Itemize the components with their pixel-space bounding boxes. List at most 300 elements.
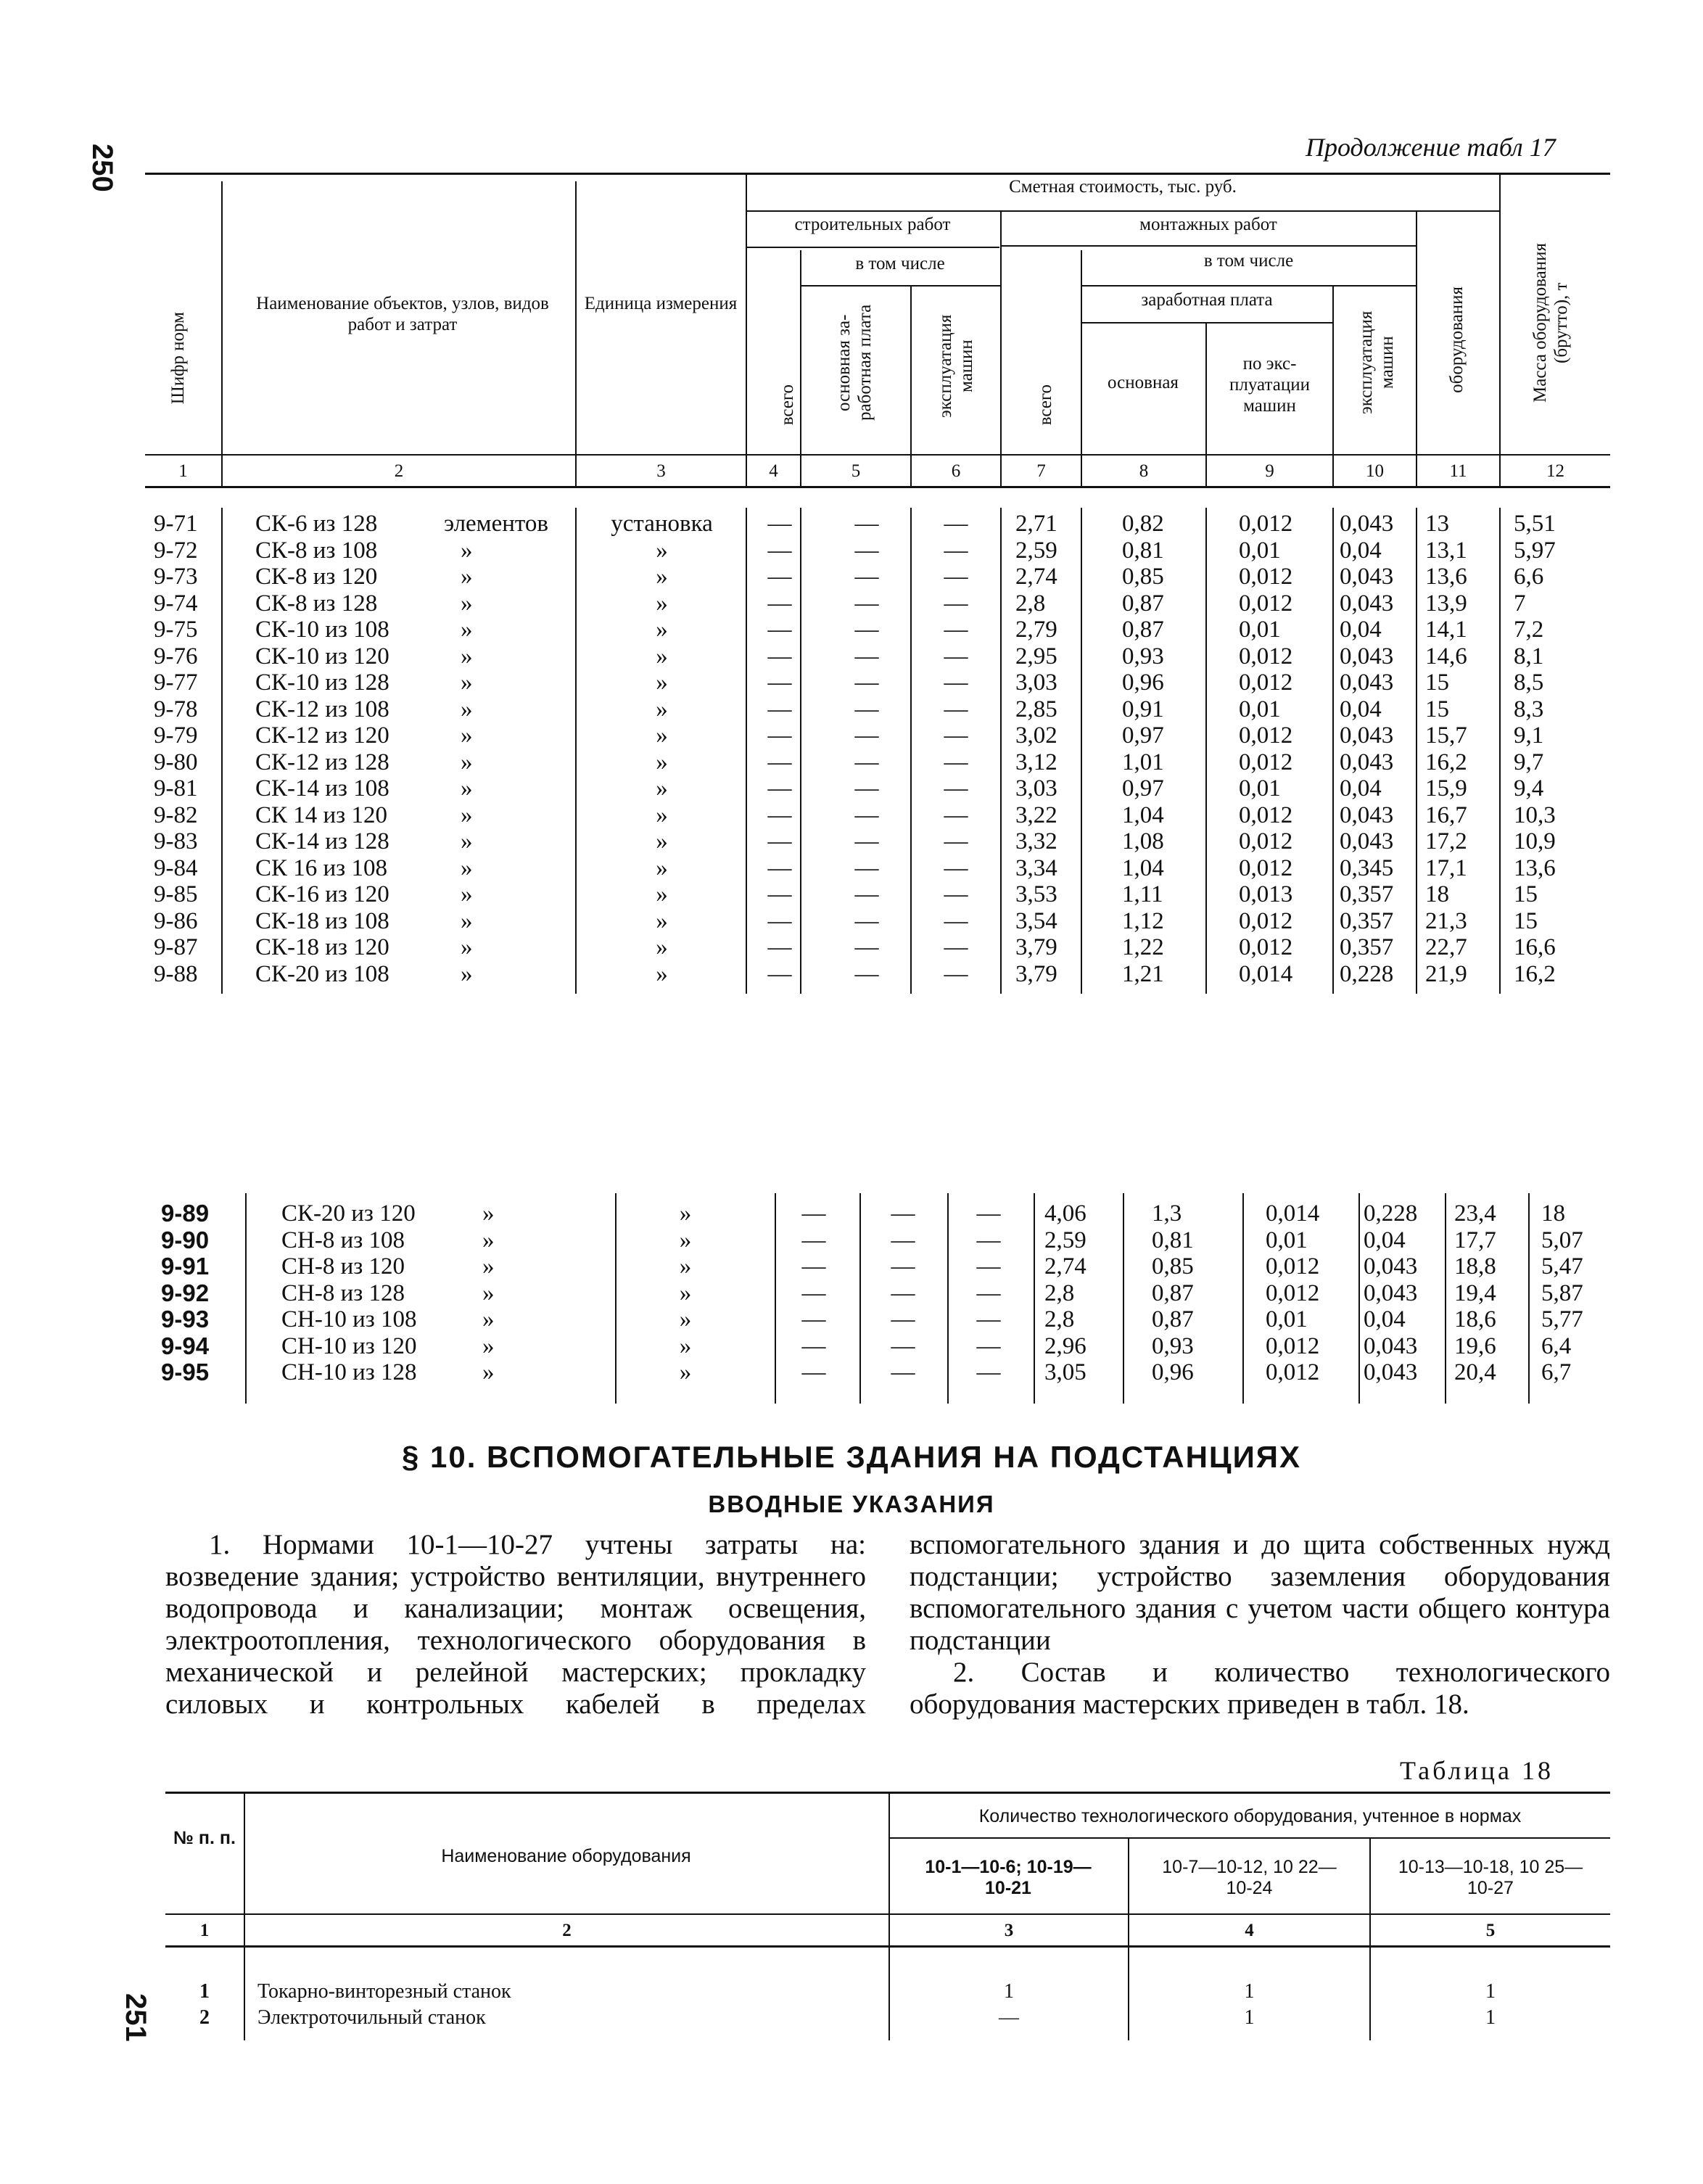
t18-row-name: Токарно-винторезный станок: [257, 1980, 511, 2003]
row-name: СК-6 из 128: [255, 511, 378, 537]
column-number: 11: [1449, 461, 1467, 481]
header-mounting: монтажных работ: [1139, 215, 1277, 234]
row-c6: —: [944, 564, 968, 590]
row-c11: 21,3: [1425, 907, 1467, 934]
row-c7: 3,03: [1015, 669, 1057, 696]
row-c7: 4,06: [1044, 1200, 1086, 1227]
row-c9: 0,012: [1239, 669, 1293, 696]
row-unit: »: [656, 537, 668, 564]
row-code: 9-81: [154, 775, 198, 802]
row-c5: —: [854, 511, 879, 537]
t18-row-num: 1: [199, 1980, 210, 2003]
row-c4: —: [767, 537, 792, 564]
row-c6: —: [944, 775, 968, 802]
t18-header-g2: 10-7—10-12, 10 22—10-24: [1162, 1857, 1337, 1898]
row-c9: 0,01: [1239, 617, 1281, 643]
row-c10: 0,357: [1340, 934, 1394, 960]
header-col11: оборудования: [1447, 287, 1467, 393]
row-name: СК-18 из 108: [255, 907, 389, 934]
row-unit: »: [656, 802, 668, 828]
row-name: СН-8 из 120: [281, 1253, 405, 1280]
row-c5: —: [854, 669, 879, 696]
t18-header-name: Наименование оборудования: [441, 1846, 691, 1866]
row-c12: 16,2: [1514, 960, 1556, 987]
row-c8: 0,96: [1122, 669, 1164, 696]
row-c7: 2,71: [1015, 511, 1057, 537]
row-code: 9-75: [154, 617, 198, 643]
page-number-bottom: 251: [120, 1993, 152, 2042]
row-c12: 6,4: [1541, 1332, 1572, 1359]
row-c9: 0,012: [1266, 1280, 1320, 1306]
intro-paragraphs: [165, 1529, 1610, 1754]
row-name: СН-8 из 108: [281, 1227, 405, 1253]
row-c7: 2,59: [1015, 537, 1057, 564]
row-suffix: »: [461, 960, 473, 987]
row-c11: 19,4: [1454, 1280, 1496, 1306]
row-c5: —: [854, 775, 879, 802]
header-col2: Наименование объектов, узлов, видов работ и затрат: [256, 294, 549, 334]
row-unit: »: [656, 749, 668, 775]
row-c12: 16,6: [1514, 934, 1556, 960]
row-name: СК 16 из 108: [255, 854, 387, 881]
row-c9: 0,014: [1266, 1200, 1320, 1227]
row-c9: 0,01: [1266, 1227, 1308, 1253]
row-c6: —: [944, 722, 968, 749]
row-c6: —: [976, 1253, 1001, 1280]
row-code: 9-92: [161, 1279, 210, 1306]
row-name: СК-12 из 128: [255, 749, 389, 775]
row-c5: —: [891, 1253, 915, 1280]
row-c5: —: [854, 564, 879, 590]
column-number: 6: [951, 461, 961, 481]
row-unit: »: [656, 960, 668, 987]
row-name: СК-20 из 108: [255, 960, 389, 987]
row-c12: 8,3: [1514, 696, 1544, 722]
row-c12: 15: [1514, 907, 1538, 934]
row-c4: —: [801, 1332, 826, 1359]
row-c8: 1,12: [1122, 907, 1164, 934]
row-c12: 8,5: [1514, 669, 1544, 696]
row-code: 9-88: [154, 960, 198, 987]
row-c11: 17,1: [1425, 854, 1467, 881]
row-suffix: »: [461, 722, 473, 749]
row-c9: 0,01: [1239, 775, 1281, 802]
row-c8: 0,81: [1122, 537, 1164, 564]
section-subtitle: ВВОДНЫЕ УКАЗАНИЯ: [708, 1491, 995, 1517]
t18-row-v1: —: [999, 2006, 1019, 2029]
row-code: 9-87: [154, 934, 198, 960]
header-incl-construction: в том числе: [855, 254, 945, 273]
row-name: СН-8 из 128: [281, 1280, 405, 1306]
row-c8: 0,85: [1152, 1253, 1194, 1280]
row-c8: 0,93: [1122, 643, 1164, 669]
row-suffix: »: [482, 1332, 495, 1359]
row-c12: 15: [1514, 881, 1538, 907]
row-c11: 19,6: [1454, 1332, 1496, 1359]
row-c8: 0,97: [1122, 775, 1164, 802]
row-c4: —: [801, 1359, 826, 1385]
row-c4: —: [767, 749, 792, 775]
row-c6: —: [976, 1332, 1001, 1359]
row-c5: —: [854, 802, 879, 828]
row-c12: 7,2: [1514, 617, 1544, 643]
row-c5: —: [891, 1200, 915, 1227]
row-c8: 1,04: [1122, 802, 1164, 828]
row-c7: 2,85: [1015, 696, 1057, 722]
row-name: СК-16 из 120: [255, 881, 389, 907]
row-suffix: »: [461, 617, 473, 643]
row-suffix: »: [482, 1227, 495, 1253]
row-c6: —: [944, 643, 968, 669]
column-number: 10: [1366, 461, 1384, 481]
row-c8: 1,08: [1122, 828, 1164, 854]
row-suffix: »: [461, 775, 473, 802]
row-code: 9-91: [161, 1253, 210, 1280]
row-c11: 17,2: [1425, 828, 1467, 854]
row-c8: 1,04: [1122, 854, 1164, 881]
row-name: СК-20 из 120: [281, 1200, 416, 1227]
row-c12: 5,87: [1541, 1280, 1583, 1306]
row-c6: —: [976, 1227, 1001, 1253]
row-code: 9-84: [154, 854, 198, 881]
row-suffix: »: [461, 828, 473, 854]
row-code: 9-94: [161, 1332, 210, 1359]
t18-header-num: № п. п.: [173, 1828, 236, 1848]
page-number-top: 250: [86, 144, 118, 192]
row-c10: 0,04: [1340, 775, 1382, 802]
row-c4: —: [767, 590, 792, 617]
row-c4: —: [801, 1253, 826, 1280]
t18-row-num: 2: [199, 2006, 210, 2029]
row-c11: 13,6: [1425, 564, 1467, 590]
header-incl-mounting: в том числе: [1203, 251, 1294, 271]
header-cost-group: Сметная стоимость, тыс. руб.: [1009, 177, 1237, 197]
row-c5: —: [854, 881, 879, 907]
row-c6: —: [944, 881, 968, 907]
row-c7: 3,12: [1015, 749, 1057, 775]
row-c9: 0,01: [1239, 537, 1281, 564]
row-c4: —: [767, 696, 792, 722]
row-c5: —: [891, 1332, 915, 1359]
row-c6: —: [944, 696, 968, 722]
row-c9: 0,01: [1266, 1306, 1308, 1332]
row-name: СК-14 из 108: [255, 775, 389, 802]
row-c12: 13,6: [1514, 854, 1556, 881]
row-c8: 0,96: [1152, 1359, 1194, 1385]
row-c4: —: [801, 1200, 826, 1227]
header-col4: всего: [778, 384, 797, 426]
row-name: СК-12 из 108: [255, 696, 389, 722]
column-number: 8: [1139, 461, 1149, 481]
paragraph-1: 1. Нормами 10-1—10-27 учтены затраты на: возведение здания; устройство вентиляции, внутреннего водопровода и канализации; монтаж освещения, электроотопления, технологического оборудования в механической и релейной мастерских; прокладку силовых и контрольных кабелей в пределах вспомогательного здания и до щита собственных нужд подстанции; устройство заземления оборудования вспомогательного здания с учетом части общего контура подстанции: [165, 1529, 1610, 1720]
row-c12: 9,7: [1514, 749, 1544, 775]
row-c10: 0,043: [1340, 590, 1394, 617]
row-c11: 17,7: [1454, 1227, 1496, 1253]
row-c7: 2,59: [1044, 1227, 1086, 1253]
row-c5: —: [891, 1306, 915, 1332]
row-code: 9-83: [154, 828, 198, 854]
row-unit: установка: [611, 511, 713, 537]
row-code: 9-82: [154, 802, 198, 828]
column-number: 2: [394, 461, 404, 481]
row-c12: 6,7: [1541, 1359, 1572, 1385]
header-col5: основная за-работная плата: [834, 304, 875, 421]
row-unit: »: [656, 564, 668, 590]
column-number: 1: [199, 1921, 210, 1940]
row-c9: 0,012: [1239, 854, 1293, 881]
row-code: 9-95: [161, 1359, 210, 1385]
row-c6: —: [944, 617, 968, 643]
row-suffix: »: [461, 696, 473, 722]
row-c11: 15: [1425, 669, 1449, 696]
t18-row-name: Электроточильный станок: [257, 2006, 486, 2029]
row-name: СК-10 из 120: [255, 643, 389, 669]
row-c8: 0,81: [1152, 1227, 1194, 1253]
row-c10: 0,043: [1364, 1280, 1418, 1306]
row-c7: 2,95: [1015, 643, 1057, 669]
row-c9: 0,01: [1239, 696, 1281, 722]
table-18-caption: Таблица 18: [1400, 1756, 1554, 1785]
row-name: СН-10 из 108: [281, 1306, 417, 1332]
t18-header-g1: 10-1—10-6; 10-19—10-21: [925, 1857, 1092, 1898]
row-c8: 0,93: [1152, 1332, 1194, 1359]
row-code: 9-85: [154, 881, 198, 907]
row-c6: —: [944, 960, 968, 987]
row-c6: —: [944, 907, 968, 934]
row-c4: —: [767, 802, 792, 828]
row-c6: —: [944, 854, 968, 881]
row-suffix: »: [461, 669, 473, 696]
row-unit: »: [656, 669, 668, 696]
row-c8: 0,87: [1122, 617, 1164, 643]
row-c8: 1,21: [1122, 960, 1164, 987]
row-c9: 0,012: [1239, 907, 1293, 934]
row-name: СК-14 из 128: [255, 828, 389, 854]
row-unit: »: [656, 775, 668, 802]
row-c9: 0,012: [1239, 934, 1293, 960]
row-suffix: »: [482, 1200, 495, 1227]
row-c5: —: [854, 934, 879, 960]
row-c8: 1,01: [1122, 749, 1164, 775]
header-col8: основная: [1108, 373, 1179, 392]
row-c4: —: [767, 934, 792, 960]
row-c5: —: [854, 749, 879, 775]
t18-row-v3: 1: [1485, 2006, 1496, 2029]
row-c9: 0,012: [1239, 643, 1293, 669]
row-unit: »: [679, 1306, 692, 1332]
row-suffix: »: [461, 907, 473, 934]
row-c8: 1,22: [1122, 934, 1164, 960]
row-unit: »: [656, 934, 668, 960]
row-c9: 0,012: [1239, 564, 1293, 590]
t18-row-v3: 1: [1485, 1980, 1496, 2003]
row-unit: »: [656, 881, 668, 907]
row-c9: 0,012: [1239, 749, 1293, 775]
row-c7: 3,02: [1015, 722, 1057, 749]
row-c8: 0,91: [1122, 696, 1164, 722]
row-suffix: »: [461, 643, 473, 669]
header-col7: всего: [1036, 384, 1055, 426]
row-c9: 0,012: [1266, 1332, 1320, 1359]
row-c4: —: [767, 907, 792, 934]
row-code: 9-79: [154, 722, 198, 749]
row-c11: 23,4: [1454, 1200, 1496, 1227]
row-c8: 0,87: [1152, 1306, 1194, 1332]
row-c5: —: [854, 617, 879, 643]
row-c4: —: [767, 722, 792, 749]
row-c6: —: [944, 828, 968, 854]
header-construction: строительных работ: [794, 215, 951, 234]
row-suffix: »: [482, 1306, 495, 1332]
header-col3: Единица измерения: [584, 294, 738, 313]
row-c4: —: [767, 643, 792, 669]
row-unit: »: [656, 722, 668, 749]
row-c7: 2,96: [1044, 1332, 1086, 1359]
row-c12: 10,3: [1514, 802, 1556, 828]
row-name: СК-12 из 120: [255, 722, 389, 749]
row-suffix: »: [461, 881, 473, 907]
row-c9: 0,012: [1239, 722, 1293, 749]
row-code: 9-73: [154, 564, 198, 590]
row-c5: —: [891, 1359, 915, 1385]
row-c5: —: [891, 1280, 915, 1306]
row-c6: —: [976, 1359, 1001, 1385]
row-c11: 18: [1425, 881, 1449, 907]
row-c4: —: [767, 854, 792, 881]
row-c12: 5,97: [1514, 537, 1556, 564]
row-c5: —: [854, 907, 879, 934]
row-suffix: »: [482, 1359, 495, 1385]
row-c11: 13,1: [1425, 537, 1467, 564]
row-c7: 2,74: [1044, 1253, 1086, 1280]
row-c11: 21,9: [1425, 960, 1467, 987]
row-c10: 0,043: [1364, 1332, 1418, 1359]
row-c12: 8,1: [1514, 643, 1544, 669]
row-c8: 0,87: [1122, 590, 1164, 617]
row-c11: 13: [1425, 511, 1449, 537]
row-c12: 9,1: [1514, 722, 1544, 749]
row-suffix: »: [461, 749, 473, 775]
column-number: 4: [769, 461, 778, 481]
row-c4: —: [767, 511, 792, 537]
row-c8: 0,82: [1122, 511, 1164, 537]
t18-row-v1: 1: [1004, 1980, 1014, 2003]
row-c8: 1,11: [1122, 881, 1163, 907]
row-c5: —: [854, 643, 879, 669]
header-wage: заработная плата: [1141, 290, 1273, 310]
header-col9: по экс-плуатации машин: [1229, 354, 1310, 416]
row-code: 9-74: [154, 590, 198, 617]
row-unit: »: [679, 1280, 692, 1306]
row-c9: 0,012: [1266, 1253, 1320, 1280]
row-unit: »: [679, 1200, 692, 1227]
row-c4: —: [767, 828, 792, 854]
row-c12: 9,4: [1514, 775, 1544, 802]
row-c11: 16,2: [1425, 749, 1467, 775]
row-c7: 2,74: [1015, 564, 1057, 590]
row-code: 9-72: [154, 537, 198, 564]
row-c9: 0,013: [1239, 881, 1293, 907]
row-c5: —: [854, 696, 879, 722]
row-code: 9-77: [154, 669, 198, 696]
row-c10: 0,228: [1340, 960, 1394, 987]
header-col12: Масса оборудования (брутто), т: [1530, 242, 1571, 403]
row-unit: »: [656, 828, 668, 854]
row-unit: »: [679, 1359, 692, 1385]
row-c9: 0,012: [1239, 828, 1293, 854]
row-c6: —: [944, 511, 968, 537]
row-c10: 0,043: [1340, 722, 1394, 749]
header-col6: эксплуатация машин: [936, 314, 976, 419]
header-col1: Шифр норм: [168, 312, 188, 405]
row-c5: —: [854, 960, 879, 987]
row-c12: 7: [1514, 590, 1526, 617]
row-suffix: »: [461, 590, 473, 617]
paragraph-2: 2. Состав и количество технологического оборудования мастерских приведен в табл. 18.: [910, 1657, 1610, 1720]
row-code: 9-86: [154, 907, 198, 934]
row-c10: 0,043: [1340, 749, 1394, 775]
t18-row-v2: 1: [1244, 1980, 1255, 2003]
row-c10: 0,04: [1364, 1227, 1406, 1253]
column-number: 5: [851, 461, 861, 481]
row-c4: —: [767, 960, 792, 987]
row-c7: 2,8: [1044, 1280, 1075, 1306]
column-number: 1: [178, 461, 188, 481]
continuation-title: Продолжение табл 17: [1306, 133, 1556, 162]
row-c10: 0,043: [1340, 669, 1394, 696]
row-suffix: »: [461, 854, 473, 881]
row-c6: —: [976, 1280, 1001, 1306]
row-c6: —: [976, 1200, 1001, 1227]
row-suffix: »: [461, 564, 473, 590]
row-c12: 10,9: [1514, 828, 1556, 854]
row-name: СК-10 из 128: [255, 669, 389, 696]
row-c7: 3,32: [1015, 828, 1057, 854]
row-c10: 0,04: [1340, 696, 1382, 722]
row-c9: 0,012: [1239, 802, 1293, 828]
row-c4: —: [767, 881, 792, 907]
row-c8: 1,3: [1152, 1200, 1182, 1227]
row-c12: 5,77: [1541, 1306, 1583, 1332]
row-unit: »: [656, 696, 668, 722]
column-number: 12: [1546, 461, 1564, 481]
row-c4: —: [801, 1227, 826, 1253]
row-code: 9-76: [154, 643, 198, 669]
row-unit: »: [656, 907, 668, 934]
row-c7: 3,54: [1015, 907, 1057, 934]
row-c11: 14,6: [1425, 643, 1467, 669]
row-c7: 3,05: [1044, 1359, 1086, 1385]
row-c10: 0,043: [1364, 1359, 1418, 1385]
row-c11: 15: [1425, 696, 1449, 722]
row-c5: —: [854, 537, 879, 564]
row-c4: —: [801, 1280, 826, 1306]
row-c10: 0,04: [1364, 1306, 1406, 1332]
row-unit: »: [679, 1253, 692, 1280]
row-unit: »: [656, 854, 668, 881]
row-unit: »: [656, 643, 668, 669]
column-number: 2: [562, 1921, 572, 1940]
row-c4: —: [767, 775, 792, 802]
row-suffix: »: [482, 1253, 495, 1280]
row-name: СН-10 из 128: [281, 1359, 417, 1385]
row-unit: »: [679, 1227, 692, 1253]
row-name: СК 14 из 120: [255, 802, 387, 828]
row-name: СК-8 из 128: [255, 590, 378, 617]
row-c11: 22,7: [1425, 934, 1467, 960]
row-name: СК-8 из 108: [255, 537, 378, 564]
row-c6: —: [976, 1306, 1001, 1332]
